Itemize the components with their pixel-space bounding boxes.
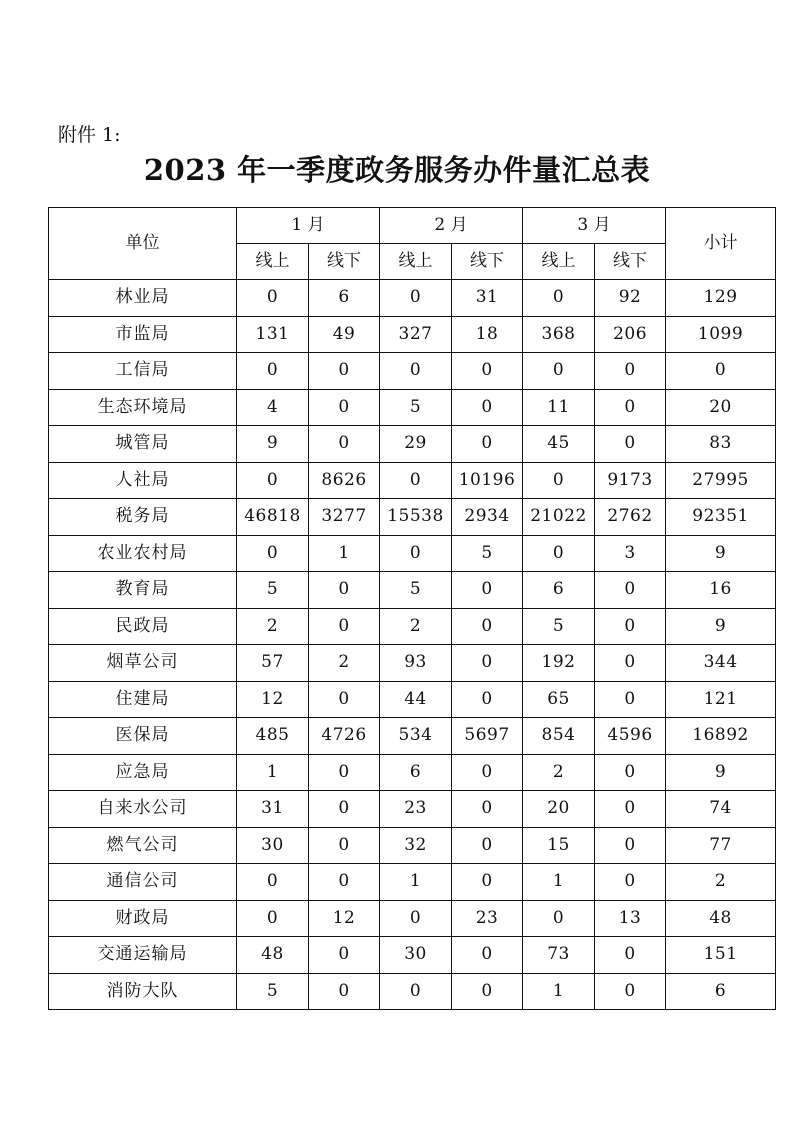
value-cell: 6 [309,280,380,317]
subtotal-cell: 48 [666,900,776,937]
value-cell: 0 [595,389,666,426]
unit-name-cell: 林业局 [49,280,237,317]
subtotal-cell: 27995 [666,462,776,499]
value-cell: 12 [309,900,380,937]
table-row [49,426,776,463]
value-cell: 0 [309,791,380,828]
value-cell: 0 [595,973,666,1010]
value-cell: 0 [309,937,380,974]
value-cell: 0 [452,864,523,901]
subtotal-cell: 6 [666,973,776,1010]
value-cell: 327 [380,316,452,353]
value-cell: 4726 [309,718,380,755]
value-cell: 12 [237,681,309,718]
value-cell: 0 [452,973,523,1010]
value-cell: 3 [595,535,666,572]
table-row [49,754,776,791]
value-cell: 1 [523,864,595,901]
value-cell: 0 [452,389,523,426]
value-cell: 0 [595,937,666,974]
subtotal-cell: 83 [666,426,776,463]
header-online: 线上 [237,244,309,280]
value-cell: 0 [380,462,452,499]
unit-name-cell: 农业农村局 [49,535,237,572]
value-cell: 0 [595,608,666,645]
value-cell: 0 [309,608,380,645]
value-cell: 0 [380,280,452,317]
header-offline: 线下 [595,244,666,280]
value-cell: 48 [237,937,309,974]
value-cell: 0 [595,827,666,864]
value-cell: 2 [309,645,380,682]
value-cell: 0 [523,353,595,390]
value-cell: 31 [237,791,309,828]
table-row [49,499,776,536]
value-cell: 9173 [595,462,666,499]
unit-name-cell: 人社局 [49,462,237,499]
value-cell: 0 [309,353,380,390]
value-cell: 1 [380,864,452,901]
value-cell: 20 [523,791,595,828]
value-cell: 0 [237,864,309,901]
value-cell: 0 [523,280,595,317]
value-cell: 73 [523,937,595,974]
unit-name-cell: 住建局 [49,681,237,718]
value-cell: 15538 [380,499,452,536]
value-cell: 2762 [595,499,666,536]
value-cell: 131 [237,316,309,353]
value-cell: 9 [237,426,309,463]
unit-name-cell: 燃气公司 [49,827,237,864]
value-cell: 0 [452,937,523,974]
value-cell: 0 [309,389,380,426]
header-offline: 线下 [452,244,523,280]
table-row [49,389,776,426]
value-cell: 0 [309,681,380,718]
unit-name-cell: 通信公司 [49,864,237,901]
table-row [49,353,776,390]
value-cell: 6 [380,754,452,791]
value-cell: 29 [380,426,452,463]
value-cell: 0 [309,827,380,864]
value-cell: 2 [237,608,309,645]
subtotal-cell: 1099 [666,316,776,353]
value-cell: 30 [380,937,452,974]
subtotal-cell: 151 [666,937,776,974]
unit-name-cell: 自来水公司 [49,791,237,828]
value-cell: 0 [309,572,380,609]
subtotal-cell: 121 [666,681,776,718]
value-cell: 18 [452,316,523,353]
header-month-3: 3 月 [523,208,666,244]
table-row [49,645,776,682]
value-cell: 0 [595,791,666,828]
value-cell: 0 [452,572,523,609]
table-row [49,535,776,572]
value-cell: 0 [523,535,595,572]
value-cell: 32 [380,827,452,864]
table-header [49,208,776,280]
value-cell: 192 [523,645,595,682]
unit-name-cell: 民政局 [49,608,237,645]
unit-name-cell: 财政局 [49,900,237,937]
subtotal-cell: 77 [666,827,776,864]
value-cell: 0 [452,827,523,864]
header-month-2: 2 月 [380,208,523,244]
table-row [49,827,776,864]
value-cell: 0 [523,462,595,499]
value-cell: 2 [380,608,452,645]
subtotal-cell: 20 [666,389,776,426]
value-cell: 44 [380,681,452,718]
header-online: 线上 [380,244,452,280]
unit-name-cell: 烟草公司 [49,645,237,682]
value-cell: 5 [380,389,452,426]
value-cell: 0 [309,973,380,1010]
value-cell: 0 [237,535,309,572]
value-cell: 1 [309,535,380,572]
unit-name-cell: 城管局 [49,426,237,463]
value-cell: 0 [595,572,666,609]
value-cell: 8626 [309,462,380,499]
value-cell: 0 [380,353,452,390]
header-offline: 线下 [309,244,380,280]
value-cell: 5 [523,608,595,645]
table-row [49,864,776,901]
document-title: 2023 年一季度政务服务办件量汇总表 [143,153,651,187]
value-cell: 0 [237,462,309,499]
value-cell: 0 [595,426,666,463]
value-cell: 0 [237,900,309,937]
value-cell: 534 [380,718,452,755]
value-cell: 4 [237,389,309,426]
value-cell: 0 [380,900,452,937]
value-cell: 854 [523,718,595,755]
value-cell: 0 [452,791,523,828]
table-row [49,316,776,353]
value-cell: 49 [309,316,380,353]
value-cell: 15 [523,827,595,864]
value-cell: 30 [237,827,309,864]
value-cell: 0 [309,754,380,791]
subtotal-cell: 9 [666,754,776,791]
value-cell: 57 [237,645,309,682]
value-cell: 1 [237,754,309,791]
value-cell: 10196 [452,462,523,499]
unit-name-cell: 市监局 [49,316,237,353]
value-cell: 23 [380,791,452,828]
table-row [49,973,776,1010]
value-cell: 0 [452,645,523,682]
unit-name-cell: 应急局 [49,754,237,791]
subtotal-cell: 16 [666,572,776,609]
subtotal-cell: 16892 [666,718,776,755]
value-cell: 31 [452,280,523,317]
value-cell: 5697 [452,718,523,755]
value-cell: 0 [452,426,523,463]
value-cell: 485 [237,718,309,755]
table-row [49,572,776,609]
subtotal-cell: 9 [666,608,776,645]
value-cell: 206 [595,316,666,353]
subtotal-cell: 0 [666,353,776,390]
subtotal-cell: 92351 [666,499,776,536]
value-cell: 2 [523,754,595,791]
header-unit: 单位 [49,208,237,280]
table-row [49,681,776,718]
value-cell: 0 [380,535,452,572]
value-cell: 0 [309,426,380,463]
value-cell: 0 [452,353,523,390]
subtotal-cell: 344 [666,645,776,682]
table-row [49,900,776,937]
attachment-label: 附件 1: [58,124,121,146]
value-cell: 0 [309,864,380,901]
value-cell: 0 [380,973,452,1010]
subtotal-cell: 2 [666,864,776,901]
value-cell: 0 [595,754,666,791]
subtotal-cell: 129 [666,280,776,317]
subtotal-cell: 9 [666,535,776,572]
value-cell: 5 [237,973,309,1010]
value-cell: 2934 [452,499,523,536]
table-row [49,462,776,499]
value-cell: 0 [237,353,309,390]
value-cell: 5 [237,572,309,609]
unit-name-cell: 消防大队 [49,973,237,1010]
unit-name-cell: 教育局 [49,572,237,609]
table-row [49,280,776,317]
value-cell: 4596 [595,718,666,755]
header-month-1: 1 月 [237,208,380,244]
header-online: 线上 [523,244,595,280]
table-row [49,791,776,828]
unit-name-cell: 交通运输局 [49,937,237,974]
value-cell: 3277 [309,499,380,536]
value-cell: 65 [523,681,595,718]
value-cell: 0 [452,681,523,718]
table-row [49,608,776,645]
table-row [49,937,776,974]
value-cell: 0 [452,754,523,791]
table-row [49,718,776,755]
unit-name-cell: 医保局 [49,718,237,755]
value-cell: 368 [523,316,595,353]
value-cell: 11 [523,389,595,426]
subtotal-cell: 74 [666,791,776,828]
value-cell: 0 [595,864,666,901]
value-cell: 93 [380,645,452,682]
value-cell: 5 [380,572,452,609]
value-cell: 0 [595,353,666,390]
unit-name-cell: 税务局 [49,499,237,536]
value-cell: 6 [523,572,595,609]
value-cell: 0 [595,681,666,718]
value-cell: 13 [595,900,666,937]
value-cell: 0 [452,608,523,645]
value-cell: 0 [523,900,595,937]
value-cell: 45 [523,426,595,463]
value-cell: 23 [452,900,523,937]
table-body [49,280,776,1010]
value-cell: 46818 [237,499,309,536]
value-cell: 1 [523,973,595,1010]
value-cell: 5 [452,535,523,572]
unit-name-cell: 生态环境局 [49,389,237,426]
value-cell: 92 [595,280,666,317]
summary-table [48,207,776,1010]
unit-name-cell: 工信局 [49,353,237,390]
value-cell: 0 [237,280,309,317]
value-cell: 0 [595,645,666,682]
value-cell: 21022 [523,499,595,536]
header-subtotal: 小计 [666,208,776,280]
